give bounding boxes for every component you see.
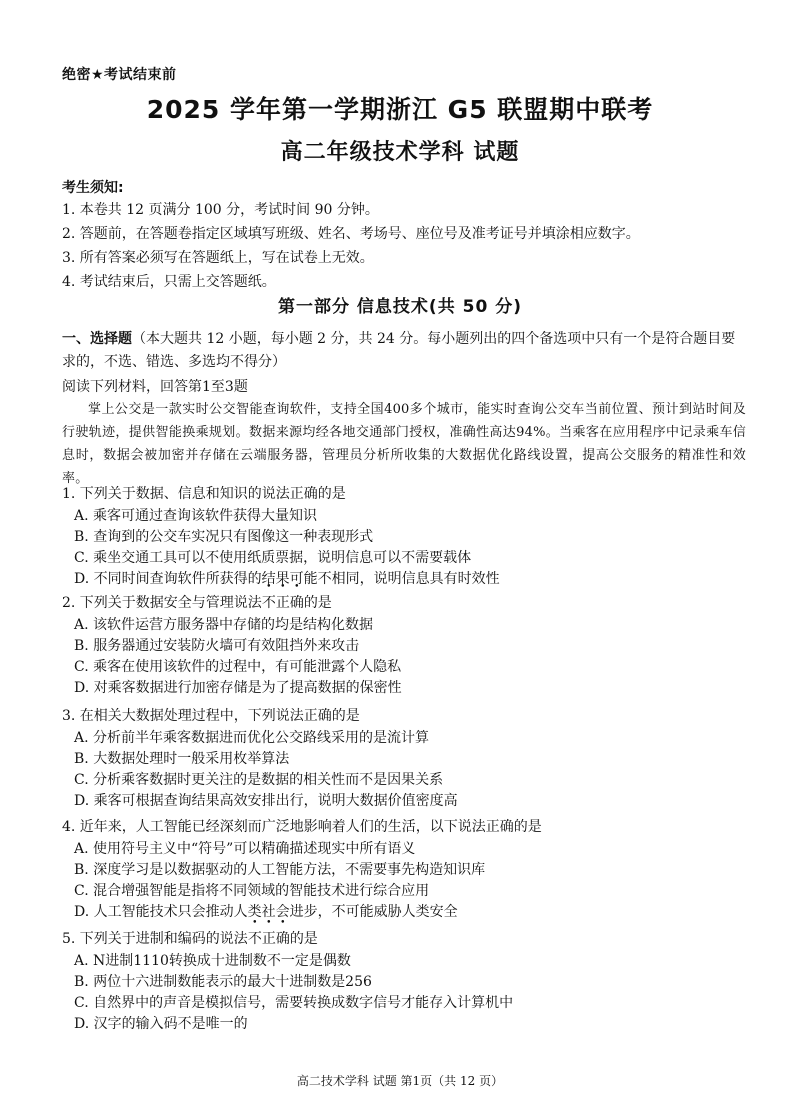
question-option: A. 该软件运营方服务器中存储的均是结构化数据 [74, 617, 374, 633]
section-heading: 一、选择题 [62, 331, 132, 347]
part-title: 第一部分 信息技术(共 50 分) [278, 297, 522, 317]
question-5 [62, 928, 762, 1035]
question-3 [62, 705, 762, 812]
exam-subtitle: 高二年级技术学科 试题 [280, 140, 520, 165]
question-option: D. 汉字的输入码不是唯一的 [74, 1016, 248, 1032]
section-description: （本大题共 12 小题，每小题 2 分，共 24 分。每小题列出的四个备选项中只有一个是符合题目要求的，不选、错选、多选均不得分） [62, 331, 736, 370]
emphasis-char: 确 [275, 931, 290, 947]
reading-intro: 阅读下列材料，回答第1至3题 [62, 379, 248, 395]
question-option: C. 分析乘客数据时更关注的是数据的相关性而不是因果关系 [74, 772, 444, 788]
question-option: B. 查询到的公交车实况只有图像这一种表现形式 [74, 529, 374, 545]
question-2 [62, 592, 762, 699]
question-stem-post: 的是 [289, 931, 318, 947]
question-option: D. 乘客可根据查询结果高效安排出行，说明大数据价值密度高 [74, 793, 458, 809]
question-stem-emphasis [262, 595, 304, 611]
question-stem-emphasis [248, 931, 290, 947]
question-option: A. 使用符号主义中“符号”可以精确描述现实中所有语义 [74, 841, 416, 857]
question-stem: 4. 近年来，人工智能已经深刻而广泛地影响着人们的生活，以下说法正确的是 [62, 819, 542, 835]
question-stem: 3. 在相关大数据处理过程中，下列说法正确的是 [62, 708, 360, 724]
question-option: B. 深度学习是以数据驱动的人工智能方法，不需要事先构造知识库 [74, 862, 486, 878]
question-stem-post: 的是 [303, 595, 332, 611]
question-4 [62, 816, 762, 923]
question-option: B. 大数据处理时一般采用枚举算法 [74, 751, 290, 767]
emphasis-char: 不 [247, 931, 262, 947]
secret-label: 绝密★考试结束前 [62, 67, 177, 83]
emphasis-char: 不 [261, 595, 276, 611]
question-option: A. 乘客可通过查询该软件获得大量知识 [74, 508, 318, 524]
notice-heading: 考生须知: [62, 180, 124, 196]
section-intro [62, 328, 742, 374]
notice-item: 2. 答题前，在答题卷指定区域填写班级、姓名、考场号、座位号及准考证号并填涂相应数字。 [62, 226, 640, 242]
emphasis-char: 正 [261, 931, 276, 947]
question-option: B. 两位十六进制数能表示的最大十进制数是256 [74, 974, 372, 990]
question-stem: 1. 下列关于数据、信息和知识的说法正确的是 [62, 486, 346, 502]
question-option: B. 服务器通过安装防火墙可有效阻挡外来攻击 [74, 638, 360, 654]
question-option: A. N进制1110转换成十进制数不一定是偶数 [74, 953, 351, 969]
exam-title: 2025 学年第一学期浙江 G5 联盟期中联考 [146, 95, 654, 124]
question-option: C. 乘客在使用该软件的过程中，有可能泄露个人隐私 [74, 659, 402, 675]
question-stem [62, 928, 762, 951]
notice-list [62, 198, 762, 294]
question-option: A. 分析前半年乘客数据进而优化公交路线采用的是流计算 [74, 730, 430, 746]
question-option: D. 人工智能技术只会推动人类社会进步，不可能威胁人类安全 [74, 904, 458, 920]
question-option: D. 不同时间查询软件所获得的结果可能不相同，说明信息具有时效性 [74, 571, 500, 587]
notice-item: 3. 所有答案必须写在答题纸上，写在试卷上无效。 [62, 250, 374, 266]
question-option: C. 自然界中的声音是模拟信号，需要转换成数字信号才能存入计算机中 [74, 995, 514, 1011]
notice-item: 4. 考试结束后，只需上交答题纸。 [62, 274, 276, 290]
emphasis-char: 确 [289, 595, 304, 611]
question-option: C. 混合增强智能是指将不同领域的智能技术进行综合应用 [74, 883, 430, 899]
question-1 [62, 483, 762, 590]
reading-material: 掌上公交是一款实时公交智能查询软件，支持全国400多个城市，能实时查询公交车当前位置、预计到站时间及行驶轨迹，提供智能换乘规划。数据来源均经各地交通部门授权，准确性高达94%。当乘客在应用程序中记录乘车信息时，数据会被加密并存储在云端服务器，管理员分析所收集的大数据优化路线设置，提高公交服务的精准性和效率。 [62, 402, 746, 486]
page-footer: 高二技术学科 试题 第1页（共 12 页） [296, 1074, 504, 1088]
question-stem-pre: 2. 下列关于数据安全与管理说法 [62, 595, 262, 611]
question-option: D. 对乘客数据进行加密存储是为了提高数据的保密性 [74, 680, 402, 696]
question-stem [62, 592, 762, 615]
question-stem-pre: 5. 下列关于进制和编码的说法 [62, 931, 248, 947]
question-option: C. 乘坐交通工具可以不使用纸质票据，说明信息可以不需要载体 [74, 550, 472, 566]
notice-item: 1. 本卷共 12 页满分 100 分，考试时间 90 分钟。 [62, 202, 379, 218]
emphasis-char: 正 [275, 595, 290, 611]
